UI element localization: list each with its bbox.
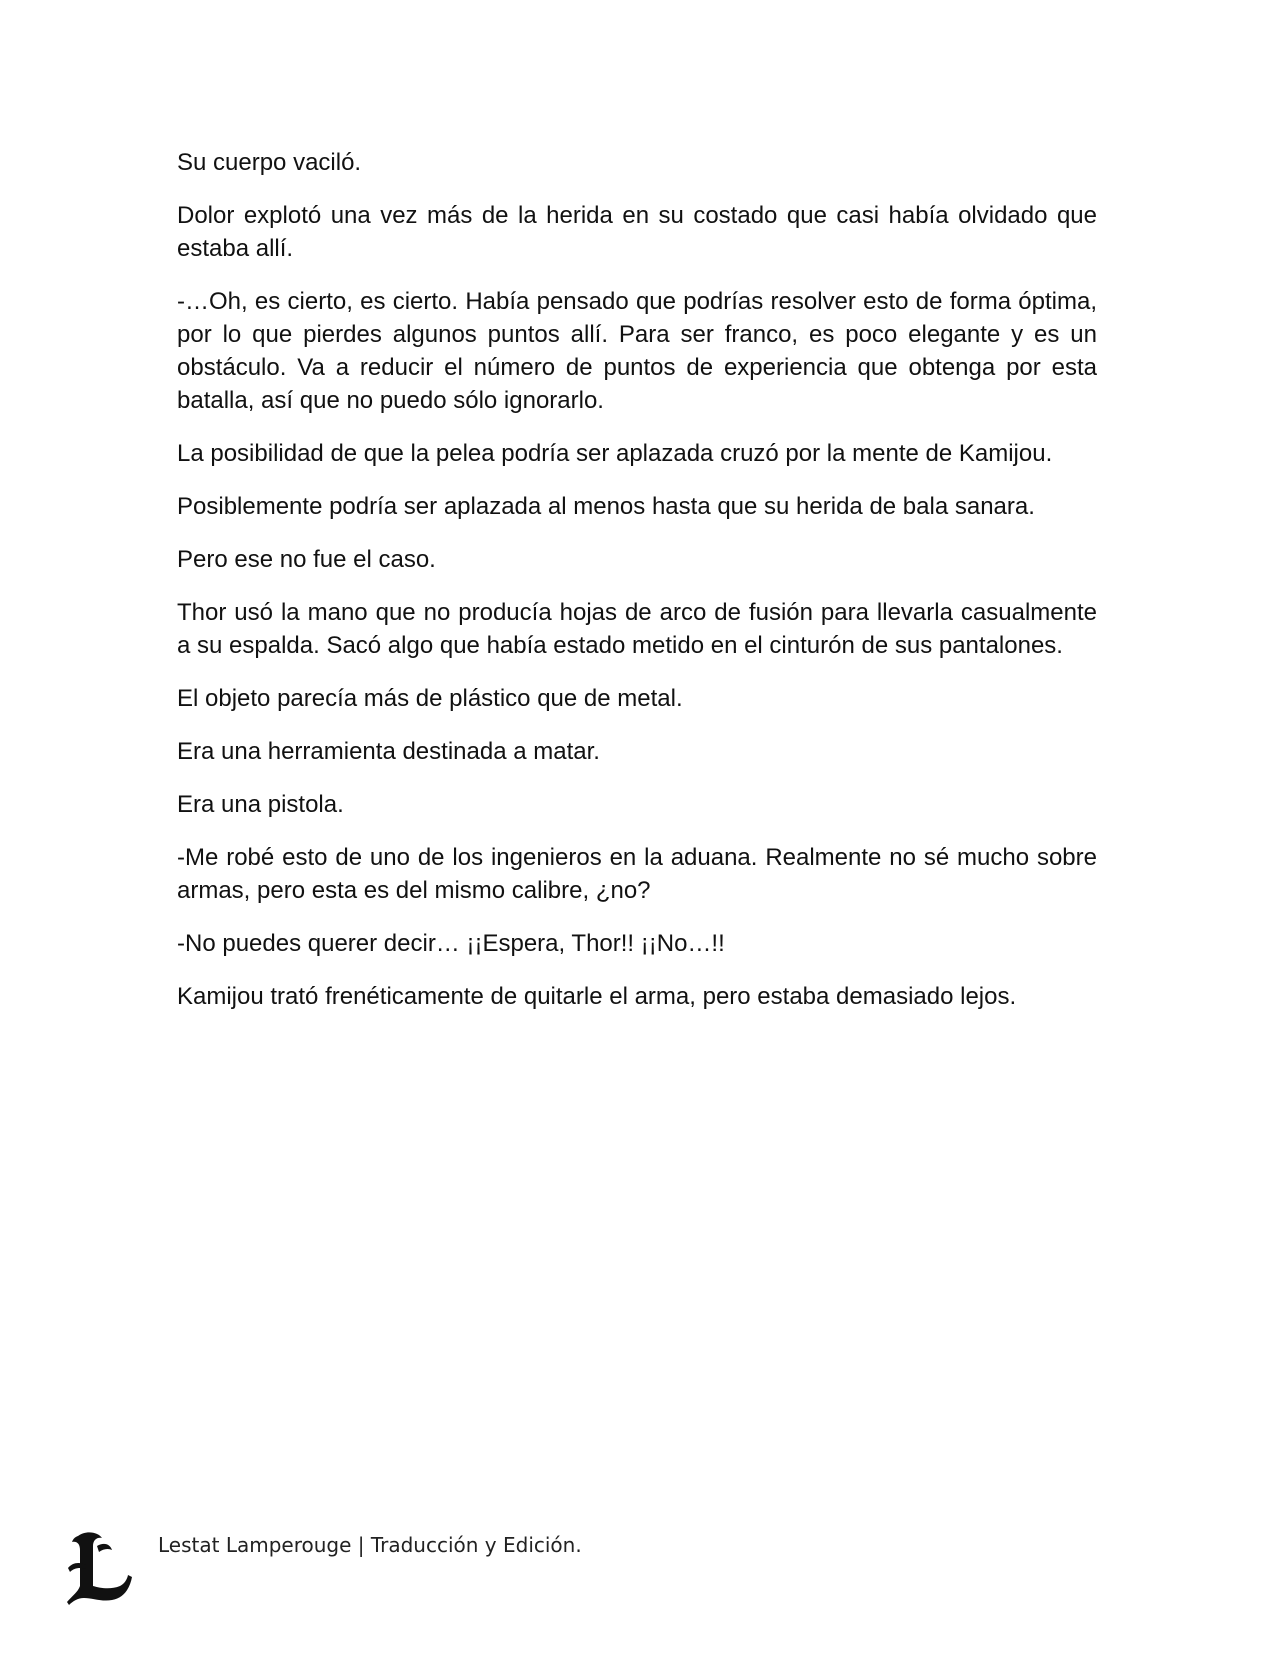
page-footer — [64, 1528, 764, 1618]
paragraph: Era una herramienta destinada a matar. — [177, 738, 600, 765]
footer-credit: Lestat Lamperouge | Traducción y Edición. — [158, 1533, 582, 1557]
paragraph: El objeto parecía más de plástico que de metal. — [177, 685, 683, 712]
paragraph: Posiblemente podría ser aplazada al menos hasta que su herida de bala sanara. — [177, 493, 1035, 520]
paragraph: -…Oh, es cierto, es cierto. Había pensado que podrías resolver esto de forma óptima, por lo que pierdes algunos puntos allí. Para ser franco, es poco elegante y es un obstáculo. Va a reducir el número de puntos de experiencia que obtenga por esta batalla, así que no puedo sólo ignorarlo. — [177, 288, 1097, 414]
paragraph: -No puedes querer decir… ¡¡Espera, Thor!! ¡¡No…!! — [177, 930, 725, 957]
paragraph: Kamijou trató frenéticamente de quitarle el arma, pero estaba demasiado lejos. — [177, 983, 1017, 1010]
paragraph: Dolor explotó una vez más de la herida en su costado que casi había olvidado que estaba allí. — [177, 202, 1097, 262]
document-body — [177, 146, 1097, 1033]
paragraph: Pero ese no fue el caso. — [177, 546, 436, 573]
paragraph: Thor usó la mano que no producía hojas de arco de fusión para llevarla casualmente a su espalda. Sacó algo que había estado metido en el cinturón de sus pantalones. — [177, 599, 1097, 659]
paragraph: Su cuerpo vaciló. — [177, 149, 362, 176]
paragraph: La posibilidad de que la pelea podría ser aplazada cruzó por la mente de Kamijou. — [177, 440, 1053, 467]
paragraph: -Me robé esto de uno de los ingenieros en la aduana. Realmente no sé mucho sobre armas, pero esta es del mismo calibre, ¿no? — [177, 844, 1097, 904]
paragraph: Era una pistola. — [177, 791, 344, 818]
gothic-l-logo-icon — [64, 1528, 134, 1606]
